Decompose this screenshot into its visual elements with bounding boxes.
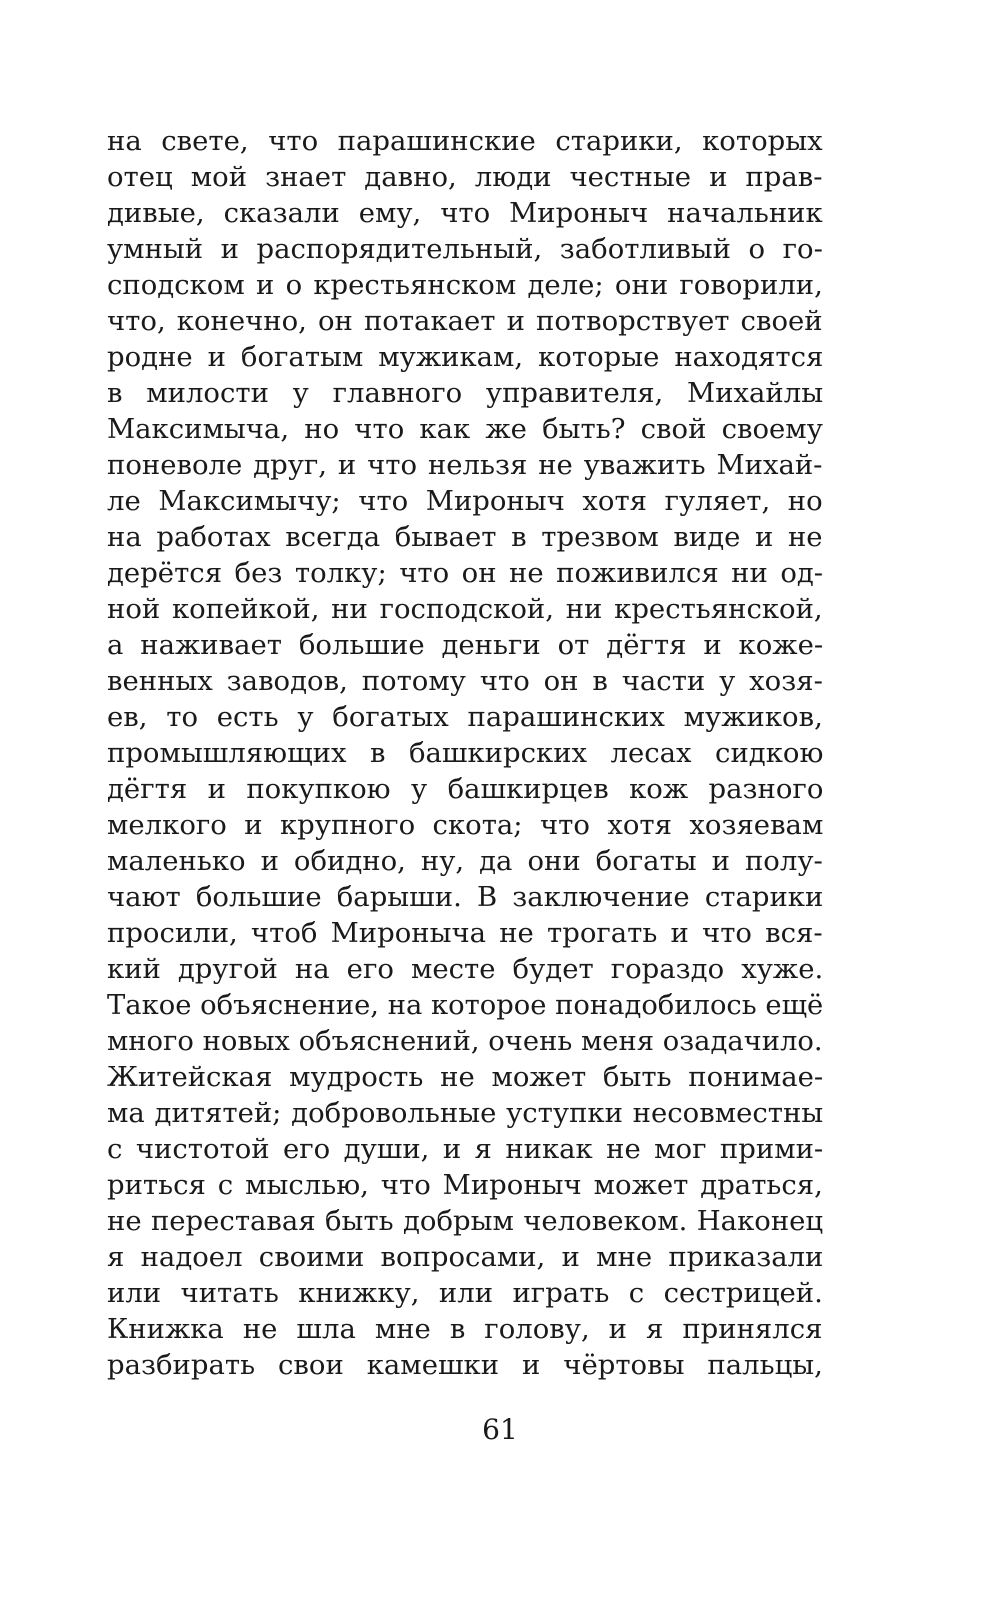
text-line: на свете, что парашинские старики, которых xyxy=(107,125,823,157)
text-line: кий другой на его месте будет гораздо хуже. xyxy=(107,953,824,985)
text-line: что, конечно, он потакает и потворствует своей xyxy=(107,305,823,337)
text-line: маленько и обидно, ну, да они богаты и полу- xyxy=(107,845,823,877)
text-line: много новых объяснений, очень меня озадачило. xyxy=(107,1025,823,1057)
text-line: дёгтя и покупкою у башкирцев кож разного xyxy=(107,773,824,805)
text-line: ле Максимычу; что Мироныч хотя гуляет, но xyxy=(107,485,823,517)
text-line: Максимыча, но что как же быть? свой своему xyxy=(107,413,823,445)
text-line: мелкого и крупного скота; что хотя хозяевам xyxy=(107,809,824,841)
text-line: поневоле друг, и что нельзя не уважить Михай- xyxy=(107,449,823,481)
text-line: не переставая быть добрым человеком. Наконец xyxy=(107,1205,824,1237)
body-text xyxy=(107,123,823,1383)
text-line: а наживает большие деньги от дёгтя и коже- xyxy=(107,629,824,661)
text-line: Такое объяснение, на которое понадобилось ещё xyxy=(107,989,824,1021)
text-line: чают большие барыши. В заключение старики xyxy=(107,881,824,913)
text-line: разбирать свои камешки и чёртовы пальцы, xyxy=(107,1349,823,1381)
text-line: промышляющих в башкирских лесах сидкою xyxy=(107,737,824,769)
text-line: венных заводов, потому что он в части у хозя- xyxy=(107,665,823,697)
text-line: я надоел своими вопросами, и мне приказали xyxy=(107,1241,824,1273)
text-line: Житейская мудрость не может быть понимае- xyxy=(107,1061,824,1093)
text-line: дивые, сказали ему, что Мироныч начальник xyxy=(107,197,823,229)
text-line: в милости у главного управителя, Михайлы xyxy=(107,377,824,409)
text-line: или читать книжку, или играть с сестрицей. xyxy=(107,1277,823,1309)
text-line: ев, то есть у богатых парашинских мужиков, xyxy=(107,701,823,733)
text-line: с чистотой его души, и я никак не мог прими- xyxy=(107,1133,824,1165)
text-line: Книжка не шла мне в голову, и я принялся xyxy=(107,1313,823,1345)
text-line: родне и богатым мужикам, которые находятся xyxy=(107,341,824,373)
text-line: риться с мыслью, что Мироныч может драться, xyxy=(107,1169,823,1201)
page-number: 61 xyxy=(482,1413,518,1446)
text-line: ной копейкой, ни господской, ни крестьянской, xyxy=(107,593,823,625)
text-line: на работах всегда бывает в трезвом виде и не xyxy=(107,521,823,553)
text-line: отец мой знает давно, люди честные и прав- xyxy=(107,161,823,193)
text-line: умный и распорядительный, заботливый о го- xyxy=(107,233,823,265)
text-line: ма дитятей; добровольные уступки несовместны xyxy=(107,1097,824,1129)
text-line: дерётся без толку; что он не поживился ни од- xyxy=(107,557,824,589)
text-line: просили, чтоб Мироныча не трогать и что вся- xyxy=(107,917,823,949)
text-line: сподском и о крестьянском деле; они говорили, xyxy=(107,269,823,301)
